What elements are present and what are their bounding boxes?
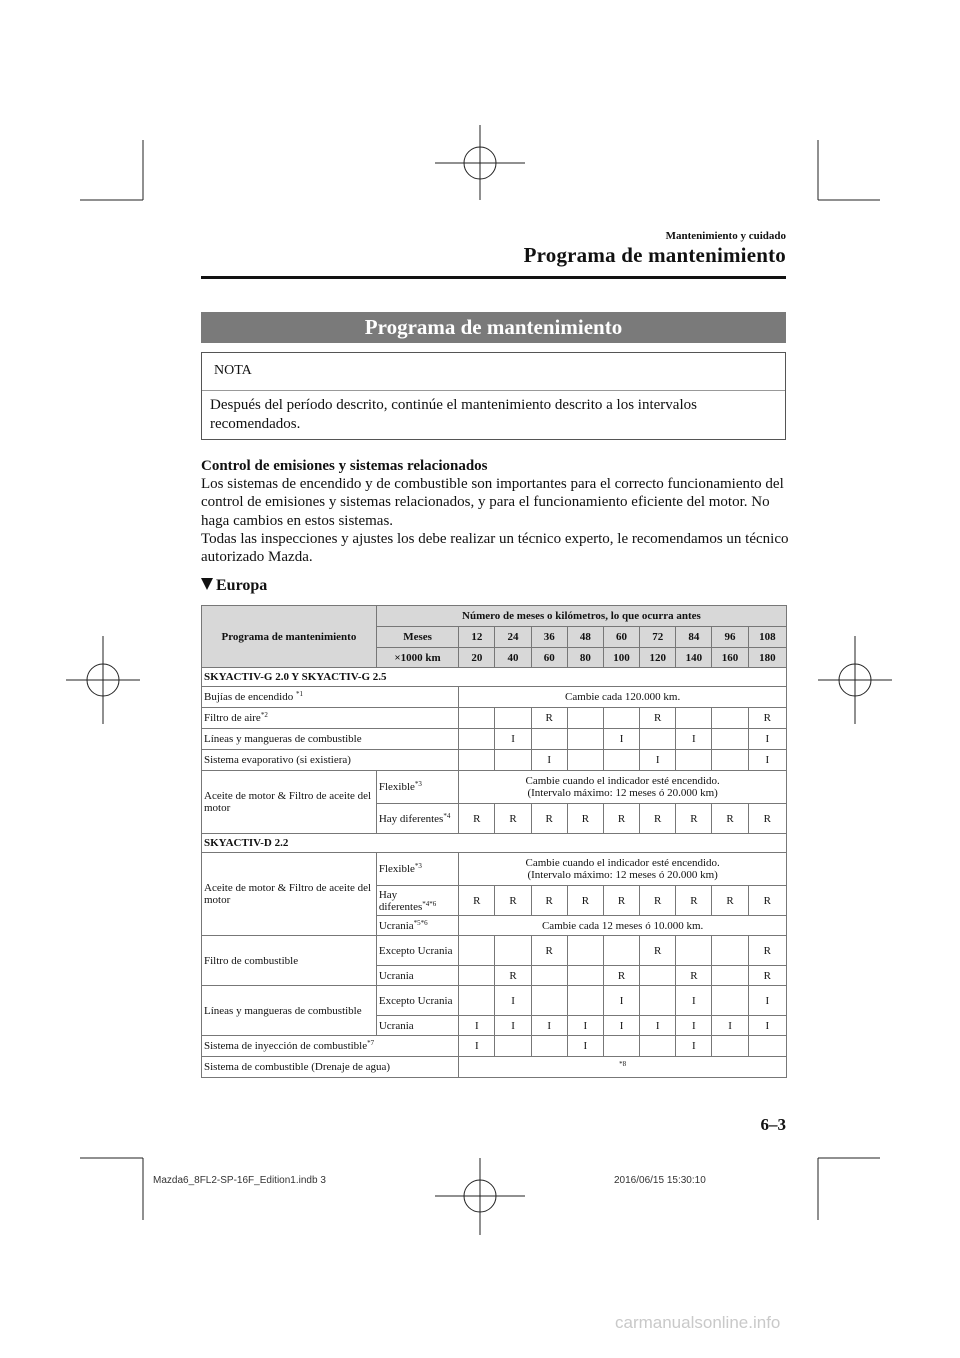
- month-value: 84: [676, 627, 712, 648]
- schedule-cell: I: [495, 729, 531, 750]
- km-value: 140: [676, 648, 712, 668]
- group-title: SKYACTIV-G 2.0 Y SKYACTIV-G 2.5: [202, 668, 787, 687]
- footnote-ref: *5*6: [413, 918, 428, 927]
- row-label: [202, 729, 459, 750]
- schedule-cell: I: [676, 1036, 712, 1057]
- month-value: 48: [567, 627, 603, 648]
- sub-label: [376, 804, 458, 834]
- schedule-cell: [459, 986, 495, 1016]
- sub-label: [376, 936, 458, 966]
- schedule-cell: [676, 936, 712, 966]
- footnote-ref: *8: [619, 1060, 627, 1068]
- group-title: SKYACTIV-D 2.2: [202, 834, 787, 853]
- schedule-cell: [712, 986, 748, 1016]
- schedule-cell: [531, 729, 567, 750]
- note-title: NOTA: [214, 363, 252, 378]
- km-value: 40: [495, 648, 531, 668]
- region-heading: [201, 577, 267, 595]
- table-row: [202, 936, 787, 966]
- emissions-paragraph-1: Los sistemas de encendido y de combustible son importantes para el correcto funcionamiento del control de emisiones y sistemas relacionados, y para el funcionamiento eficiente del motor. No haga cambios en estos sistemas.: [201, 476, 784, 529]
- schedule-cell: R: [748, 804, 786, 834]
- schedule-cell: R: [603, 804, 639, 834]
- schedule-cell: [495, 708, 531, 729]
- month-value: 108: [748, 627, 786, 648]
- schedule-cell: R: [531, 804, 567, 834]
- schedule-cell: R: [640, 936, 676, 966]
- km-value: 160: [712, 648, 748, 668]
- instruction-line: (Intervalo máximo: 12 meses ó 20.000 km): [527, 869, 718, 881]
- emissions-paragraph-2: Todas las inspecciones y ajustes los debe realizar un técnico experto, le recomendamos un técnico autorizado Mazda.: [201, 530, 789, 566]
- schedule-cell: [640, 986, 676, 1016]
- schedule-cell: I: [567, 1036, 603, 1057]
- schedule-cell: [495, 936, 531, 966]
- instruction-line: Cambie cuando el indicador esté encendido.: [525, 857, 720, 869]
- header-rule: [201, 276, 786, 279]
- row-label: [202, 986, 377, 1036]
- km-value: 180: [748, 648, 786, 668]
- schedule-cell: I: [676, 729, 712, 750]
- footnote-ref: *7: [367, 1039, 375, 1047]
- schedule-cell: [459, 750, 495, 771]
- schedule-cell: [531, 966, 567, 986]
- row-label-text: Ucrania: [378, 1019, 414, 1032]
- footer-file: Mazda6_8FL2-SP-16F_Edition1.indb 3: [153, 1175, 326, 1186]
- schedule-cell: [676, 750, 712, 771]
- table-row: [202, 750, 787, 771]
- row-label-text: Líneas y mangueras de combustible: [204, 733, 362, 745]
- footnote-ref: *3: [414, 862, 422, 870]
- schedule-cell: I: [748, 1016, 786, 1036]
- km-value: 80: [567, 648, 603, 668]
- schedule-cell: I: [531, 750, 567, 771]
- month-value: 72: [640, 627, 676, 648]
- schedule-cell: R: [603, 886, 639, 916]
- schedule-cell: I: [640, 1016, 676, 1036]
- schedule-cell: [531, 1036, 567, 1057]
- row-label: [202, 1036, 459, 1057]
- schedule-cell: R: [459, 804, 495, 834]
- row-label-text: Hay diferentes: [378, 812, 444, 825]
- emissions-text: [201, 475, 791, 566]
- table-row: [202, 708, 787, 729]
- schedule-cell: R: [567, 804, 603, 834]
- month-value: 36: [531, 627, 567, 648]
- region-label: Europa: [216, 577, 268, 594]
- row-label-text: Hay diferentes: [378, 888, 423, 913]
- page-number: 6–3: [760, 1115, 786, 1134]
- schedule-cell: I: [748, 729, 786, 750]
- schedule-cell: I: [603, 729, 639, 750]
- row-label-text: Aceite de motor & Filtro de aceite del motor: [204, 790, 372, 814]
- schedule-cell: [603, 708, 639, 729]
- footnote-ref: *3: [414, 780, 422, 788]
- table-row: [202, 1036, 787, 1057]
- row-label-text: Ucrania: [378, 919, 414, 932]
- schedule-cell: R: [748, 886, 786, 916]
- row-label-text: Bujías de encendido: [204, 691, 296, 703]
- note-divider: [202, 390, 785, 391]
- schedule-cell: R: [531, 886, 567, 916]
- schedule-cell: [567, 986, 603, 1016]
- schedule-cell: R: [495, 966, 531, 986]
- schedule-cell: I: [531, 1016, 567, 1036]
- sub-label: [376, 986, 458, 1016]
- schedule-cell: R: [495, 804, 531, 834]
- schedule-cell: R: [567, 886, 603, 916]
- schedule-cell: [603, 750, 639, 771]
- schedule-cell: [567, 966, 603, 986]
- schedule-cell: I: [567, 1016, 603, 1036]
- table-row: [202, 853, 787, 886]
- span-header: Número de meses o kilómetros, lo que ocurra antes: [376, 606, 786, 627]
- row-label: [202, 1057, 459, 1078]
- schedule-cell: I: [640, 750, 676, 771]
- group-row: [202, 668, 787, 687]
- sub-label: [376, 853, 458, 886]
- footer-timestamp: 2016/06/15 15:30:10: [614, 1175, 706, 1186]
- emissions-heading: Control de emisiones y sistemas relacionados: [201, 458, 488, 474]
- schedule-cell: [531, 986, 567, 1016]
- schedule-cell: [712, 936, 748, 966]
- footnote-ref: *1: [295, 690, 303, 698]
- footnote-ref: *2: [260, 711, 268, 719]
- month-value: 96: [712, 627, 748, 648]
- row-label: [202, 771, 377, 834]
- group-row: [202, 834, 787, 853]
- schedule-cell: I: [495, 1016, 531, 1036]
- row-label: [202, 708, 459, 729]
- note-box: [201, 352, 786, 440]
- schedule-cell: [712, 729, 748, 750]
- table-row: [202, 986, 787, 1016]
- schedule-cell: [495, 1036, 531, 1057]
- table-row: [202, 771, 787, 804]
- month-value: 60: [603, 627, 639, 648]
- schedule-cell: I: [603, 986, 639, 1016]
- schedule-cell: R: [712, 804, 748, 834]
- schedule-cell: I: [459, 1016, 495, 1036]
- schedule-cell: I: [748, 750, 786, 771]
- footnote-ref: *4: [443, 811, 451, 820]
- schedule-instruction: Cambie cada 120.000 km.: [459, 687, 787, 708]
- schedule-cell: [567, 750, 603, 771]
- schedule-cell: R: [459, 886, 495, 916]
- schedule-cell: I: [712, 1016, 748, 1036]
- row-label-text: Sistema evaporativo (si existiera): [204, 754, 351, 766]
- row-label-text: Flexible: [378, 863, 415, 875]
- schedule-cell: R: [748, 966, 786, 986]
- row-label-text: Excepto Ucrania: [378, 994, 453, 1007]
- sub-label: [376, 916, 458, 936]
- schedule-cell: R: [603, 966, 639, 986]
- schedule-cell: R: [640, 708, 676, 729]
- corner-header: Programa de mantenimiento: [202, 606, 377, 668]
- schedule-cell: R: [748, 708, 786, 729]
- schedule-cell: [459, 708, 495, 729]
- schedule-cell: R: [676, 804, 712, 834]
- maintenance-schedule-table: [201, 605, 787, 1078]
- row-label-text: Líneas y mangueras de combustible: [204, 1004, 362, 1017]
- schedule-cell: [712, 750, 748, 771]
- section-title: Programa de mantenimiento: [523, 243, 786, 267]
- schedule-cell: [676, 708, 712, 729]
- schedule-instruction: [459, 1057, 787, 1078]
- month-value: 12: [459, 627, 495, 648]
- header-row: [202, 606, 787, 627]
- schedule-cell: I: [748, 986, 786, 1016]
- schedule-cell: [603, 936, 639, 966]
- instruction-line: (Intervalo máximo: 12 meses ó 20.000 km): [527, 787, 718, 799]
- section-subtitle: Mantenimiento y cuidado: [665, 230, 786, 242]
- row-label-text: Sistema de combustible (Drenaje de agua): [204, 1061, 391, 1073]
- row-label: [202, 853, 377, 936]
- sub-label: [376, 1016, 458, 1036]
- row-label: [202, 750, 459, 771]
- schedule-cell: R: [531, 936, 567, 966]
- km-value: 100: [603, 648, 639, 668]
- schedule-cell: I: [495, 986, 531, 1016]
- row-label-text: Sistema de inyección de combustible: [204, 1040, 368, 1052]
- schedule-cell: [459, 966, 495, 986]
- schedule-cell: [459, 729, 495, 750]
- row-label-text: Filtro de aire: [204, 712, 261, 724]
- schedule-cell: R: [531, 708, 567, 729]
- km-value: 20: [459, 648, 495, 668]
- schedule-cell: [712, 1036, 748, 1057]
- sub-label: [376, 771, 458, 804]
- schedule-cell: [459, 936, 495, 966]
- schedule-cell: I: [676, 986, 712, 1016]
- table-row: [202, 729, 787, 750]
- schedule-cell: [495, 750, 531, 771]
- note-body: Después del período descrito, continúe el mantenimiento descrito a los intervalos recomendados.: [210, 397, 697, 432]
- table-row: [202, 687, 787, 708]
- km-value: 120: [640, 648, 676, 668]
- month-value: 24: [495, 627, 531, 648]
- triangle-down-icon: [201, 578, 213, 590]
- page-title-banner: Programa de mantenimiento: [201, 312, 786, 343]
- footnote-ref: *4*6: [422, 899, 437, 908]
- km-value: 60: [531, 648, 567, 668]
- schedule-cell: [748, 1036, 786, 1057]
- schedule-cell: R: [495, 886, 531, 916]
- row-label: [202, 936, 377, 986]
- schedule-cell: R: [640, 886, 676, 916]
- schedule-cell: R: [640, 804, 676, 834]
- row-label-text: Flexible: [378, 781, 415, 793]
- schedule-cell: [567, 708, 603, 729]
- row-label-text: Ucrania: [378, 969, 414, 982]
- schedule-cell: [640, 1036, 676, 1057]
- schedule-instruction: Cambie cada 12 meses ó 10.000 km.: [459, 916, 787, 936]
- schedule-cell: R: [676, 966, 712, 986]
- schedule-cell: [640, 729, 676, 750]
- schedule-cell: [603, 1036, 639, 1057]
- row-label-text: Filtro de combustible: [204, 954, 299, 967]
- row-label: [202, 687, 459, 708]
- schedule-cell: [567, 936, 603, 966]
- watermark: carmanualsonline.info: [615, 1313, 781, 1332]
- schedule-cell: I: [603, 1016, 639, 1036]
- schedule-cell: R: [712, 886, 748, 916]
- months-label: Meses: [376, 627, 458, 648]
- schedule-cell: [567, 729, 603, 750]
- row-label-text: Aceite de motor & Filtro de aceite del motor: [204, 882, 372, 906]
- schedule-cell: [640, 966, 676, 986]
- schedule-instruction: [459, 853, 787, 886]
- schedule-cell: I: [676, 1016, 712, 1036]
- sub-label: [376, 886, 458, 916]
- schedule-cell: [712, 708, 748, 729]
- schedule-cell: R: [676, 886, 712, 916]
- schedule-cell: I: [459, 1036, 495, 1057]
- km-label: ×1000 km: [376, 648, 458, 668]
- schedule-cell: R: [748, 936, 786, 966]
- schedule-cell: [712, 966, 748, 986]
- instruction-line: Cambie cuando el indicador esté encendido.: [525, 775, 720, 787]
- schedule-instruction: [459, 771, 787, 804]
- row-label-text: Excepto Ucrania: [378, 944, 453, 957]
- sub-label: [376, 966, 458, 986]
- table-row: [202, 1057, 787, 1078]
